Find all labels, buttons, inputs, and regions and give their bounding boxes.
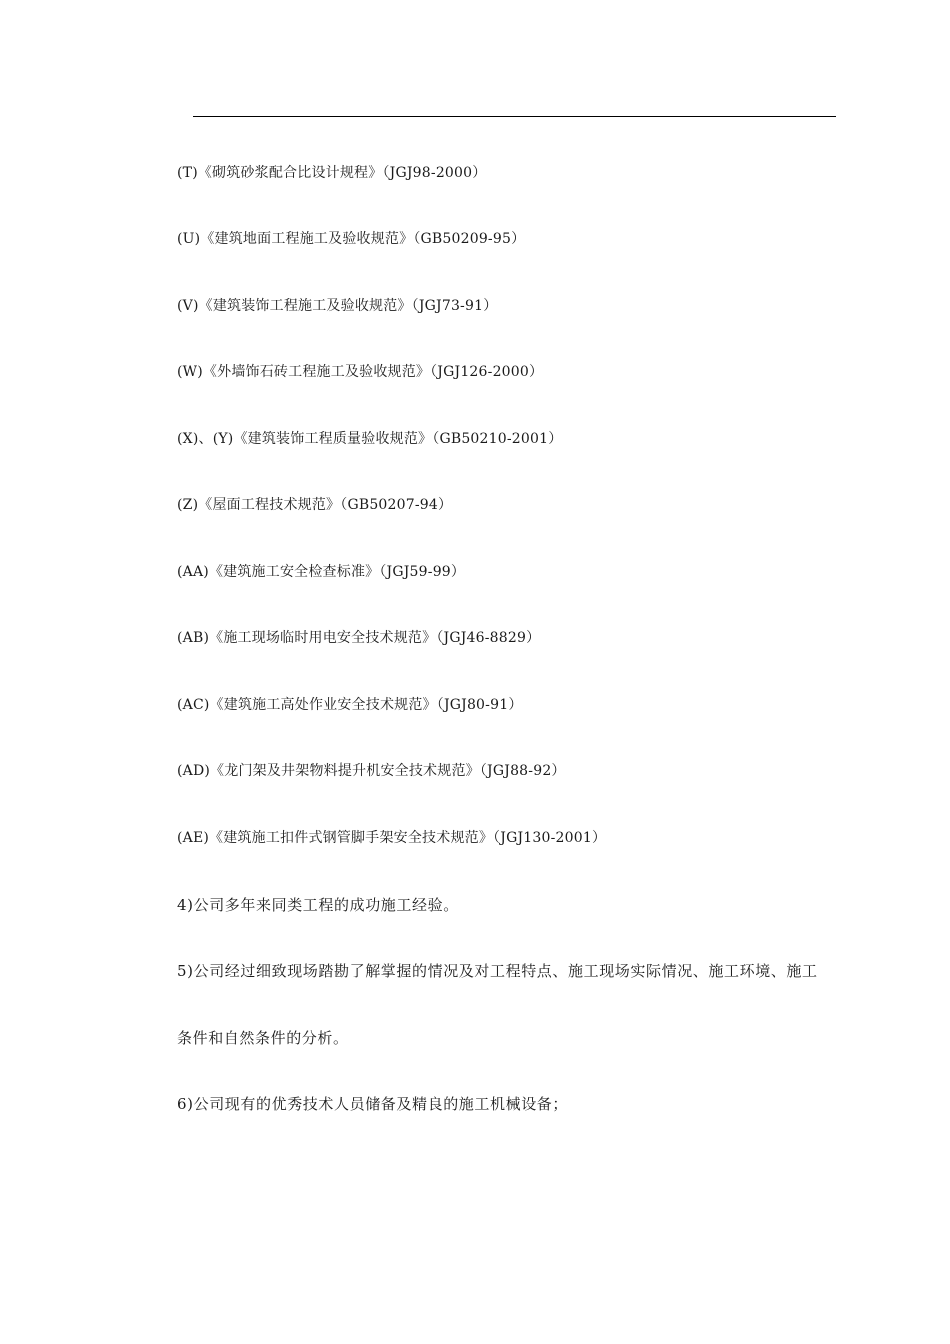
paragraph-item-5-continued: 条件和自然条件的分析。: [177, 1029, 349, 1047]
standard-item-ad: (AD)《龙门架及井架物料提升机安全技术规范》（JGJ88-92）: [177, 763, 566, 779]
paragraph-item-5: 5)公司经过细致现场踏勘了解掌握的情况及对工程特点、施工现场实际情况、施工环境、施工: [177, 962, 818, 980]
standard-item-z: (Z)《屋面工程技术规范》（GB50207-94）: [177, 497, 453, 513]
paragraph-item-4: 4)公司多年来同类工程的成功施工经验。: [177, 896, 459, 914]
standard-item-v: (V)《建筑装饰工程施工及验收规范》（JGJ73-91）: [177, 298, 498, 314]
standard-item-ae: (AE)《建筑施工扣件式钢管脚手架安全技术规范》（JGJ130-2001）: [177, 830, 607, 846]
standard-item-aa: (AA)《建筑施工安全检查标准》（JGJ59-99）: [177, 564, 466, 580]
header-rule: [193, 116, 836, 117]
standard-item-w: (W)《外墙饰石砖工程施工及验收规范》（JGJ126-2000）: [177, 364, 544, 380]
standard-item-u: (U)《建筑地面工程施工及验收规范》（GB50209-95）: [177, 231, 526, 247]
standard-item-ac: (AC)《建筑施工高处作业安全技术规范》（JGJ80-91）: [177, 697, 523, 713]
standard-item-x-y: (X)、(Y)《建筑装饰工程质量验收规范》（GB50210-2001）: [177, 431, 563, 447]
standard-item-ab: (AB)《施工现场临时用电安全技术规范》（JGJ46-8829）: [177, 630, 541, 646]
standard-item-t: (T)《砌筑砂浆配合比设计规程》（JGJ98-2000）: [177, 165, 487, 181]
paragraph-item-6: 6)公司现有的优秀技术人员储备及精良的施工机械设备；: [177, 1095, 568, 1113]
